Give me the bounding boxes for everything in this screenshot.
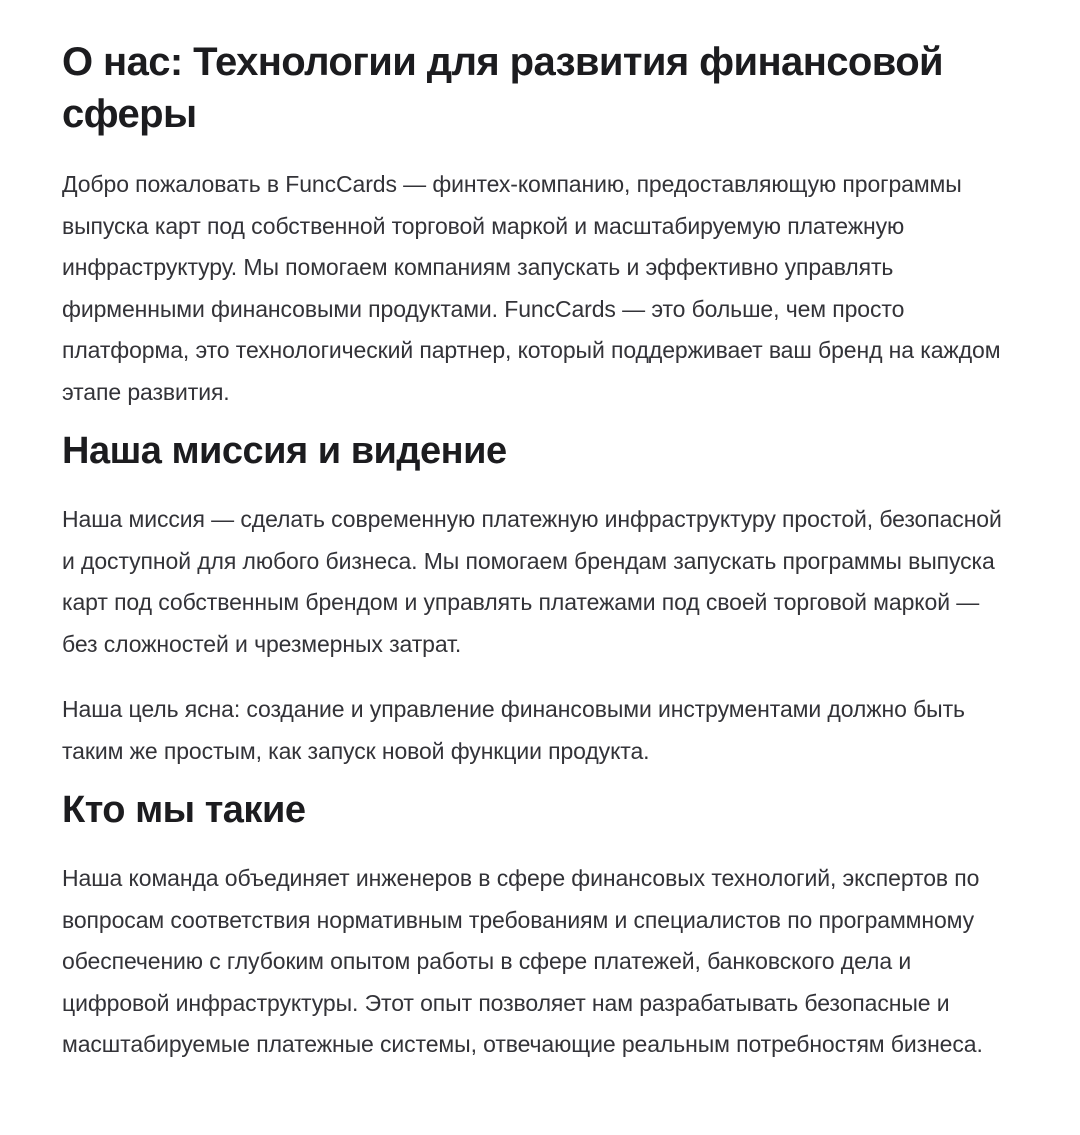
intro-paragraph: Добро пожаловать в FuncCards — финтех-компанию, предоставляющую программы выпуска карт под собственной торговой маркой и масштабируемую платежную инфраструктуру. Мы помогаем компаниям запускать и эффективно управлять фирменными финансовыми продуктами. FuncCards — это больше, чем просто платформа, это технологический партнер, который поддерживает ваш бренд на каждом этапе развития. bbox=[62, 171, 1001, 405]
team-section bbox=[62, 786, 1018, 1066]
mission-paragraph-1: Наша миссия — сделать современную платежную инфраструктуру простой, безопасной и доступной для любого бизнеса. Мы помогаем брендам запускать программы выпуска карт под собственным брендом и управлять платежами под своей торговой маркой — без сложностей и чрезмерных затрат. bbox=[62, 506, 1002, 657]
intro-section bbox=[62, 164, 1018, 413]
mission-section bbox=[62, 427, 1018, 772]
mission-paragraph-2: Наша цель ясна: создание и управление финансовыми инструментами должно быть таким же простым, как запуск новой функции продукта. bbox=[62, 696, 965, 764]
mission-section-heading: Наша миссия и видение bbox=[62, 430, 507, 472]
page-title: О нас: Технологии для развития финансовой сферы bbox=[62, 40, 944, 136]
team-section-heading: Кто мы такие bbox=[62, 789, 306, 831]
team-paragraph-1: Наша команда объединяет инженеров в сфере финансовых технологий, экспертов по вопросам соответствия нормативным требованиям и специалистов по программному обеспечению с глубоким опытом работы в сфере платежей, банковского дела и цифровой инфраструктуры. Этот опыт позволяет нам разрабатывать безопасные и масштабируемые платежные системы, отвечающие реальным потребностям бизнеса. bbox=[62, 865, 983, 1057]
